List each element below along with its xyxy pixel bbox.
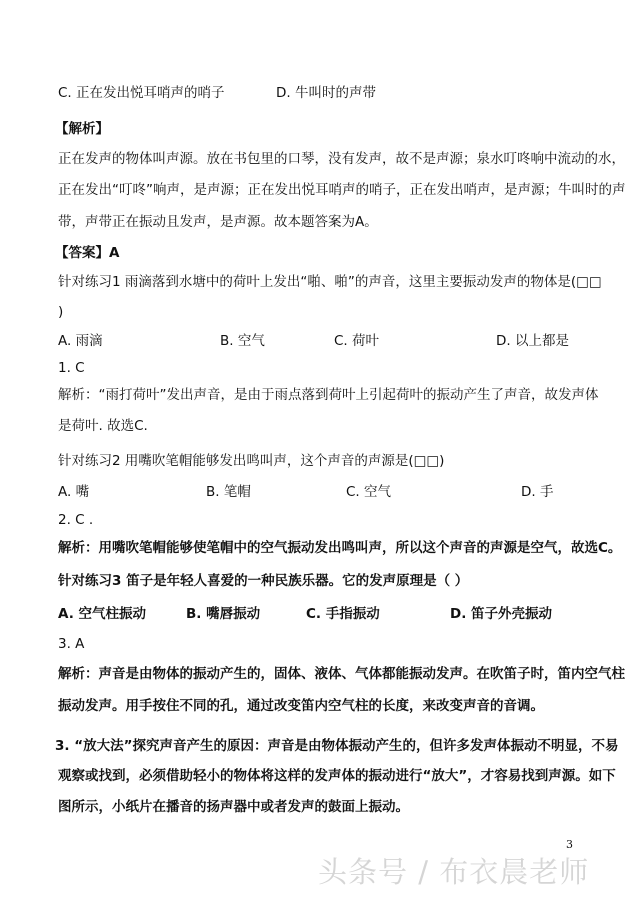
q1-stem: 针对练习1 雨滴落到水塘中的荷叶上发出“啪、啪”的声音，这里主要振动发声的物体是(□□ xyxy=(58,274,602,290)
q2-explain-line: 解析：用嘴吹笔帽能够使笔帽中的空气振动发出鸣叫声，所以这个声音的声源是空气，故选C。 xyxy=(58,540,622,556)
q2-option-d: D. 手 xyxy=(521,484,554,500)
analysis-line: 带，声带正在振动且发声，是声源。故本题答案为A。 xyxy=(58,214,378,230)
q3-option-d: D. 笛子外壳振动 xyxy=(450,606,553,622)
q3-option-c: C. 手指振动 xyxy=(306,606,380,622)
q1-explain-line: 解析：“雨打荷叶”发出声音，是由于雨点落到荷叶上引起荷叶的振动产生了声音，故发声体 xyxy=(58,387,599,403)
q3-stem: 针对练习3 笛子是年轻人喜爱的一种民族乐器。它的发声原理是（ ） xyxy=(58,573,469,589)
q1-stem-end: ) xyxy=(58,304,64,320)
q2-option-a: A. 嘴 xyxy=(58,484,90,500)
q2-option-b: B. 笔帽 xyxy=(206,484,251,500)
answer-line: 【答案】A xyxy=(55,245,120,261)
page-number: 3 xyxy=(566,838,573,851)
q3-option-b: B. 嘴唇振动 xyxy=(186,606,261,622)
q1-option-b: B. 空气 xyxy=(220,333,265,349)
option-d-vocal-cords: D. 牛叫时的声带 xyxy=(276,85,376,101)
q3-explain-line: 解析：声音是由物体的振动产生的，固体、液体、气体都能振动发声。在吹笛子时，笛内空气柱 xyxy=(58,666,625,682)
q1-option-d: D. 以上都是 xyxy=(496,333,569,349)
q1-option-c: C. 荷叶 xyxy=(334,333,380,349)
watermark: 头条号 / 布衣晨老师 xyxy=(318,855,590,889)
analysis-line: 正在发声的物体叫声源。放在书包里的口琴，没有发声，故不是声源；泉水叮咚响中流动的水， xyxy=(58,151,625,167)
option-c-whistle: C. 正在发出悦耳哨声的哨子 xyxy=(58,85,225,101)
q1-explain-line: 是荷叶. 故选C. xyxy=(58,418,148,434)
q2-option-c: C. 空气 xyxy=(346,484,392,500)
section3-line: 图所示，小纸片在播音的扬声器中或者发声的鼓面上振动。 xyxy=(58,799,409,815)
section3-line: 3. “放大法”探究声音产生的原因：声音是由物体振动产生的，但许多发声体振动不明显，不易 xyxy=(55,738,619,754)
q1-option-a: A. 雨滴 xyxy=(58,333,103,349)
q3-option-a: A. 空气柱振动 xyxy=(58,606,147,622)
analysis-line: 正在发出“叮咚”响声，是声源；正在发出悦耳哨声的哨子，正在发出哨声，是声源；牛叫时的声 xyxy=(58,182,626,198)
section3-line: 观察或找到，必须借助轻小的物体将这样的发声体的振动进行“放大”，才容易找到声源。如下 xyxy=(58,768,616,784)
q3-answer: 3. A xyxy=(58,636,85,652)
q2-answer: 2. C . xyxy=(58,512,94,528)
q2-stem: 针对练习2 用嘴吹笔帽能够发出鸣叫声，这个声音的声源是(□□) xyxy=(58,453,445,469)
analysis-heading: 【解析】 xyxy=(55,121,109,137)
q3-explain-line: 振动发声。用手按住不同的孔，通过改变笛内空气柱的长度，来改变声音的音调。 xyxy=(58,698,544,714)
q1-answer: 1. C xyxy=(58,360,85,376)
